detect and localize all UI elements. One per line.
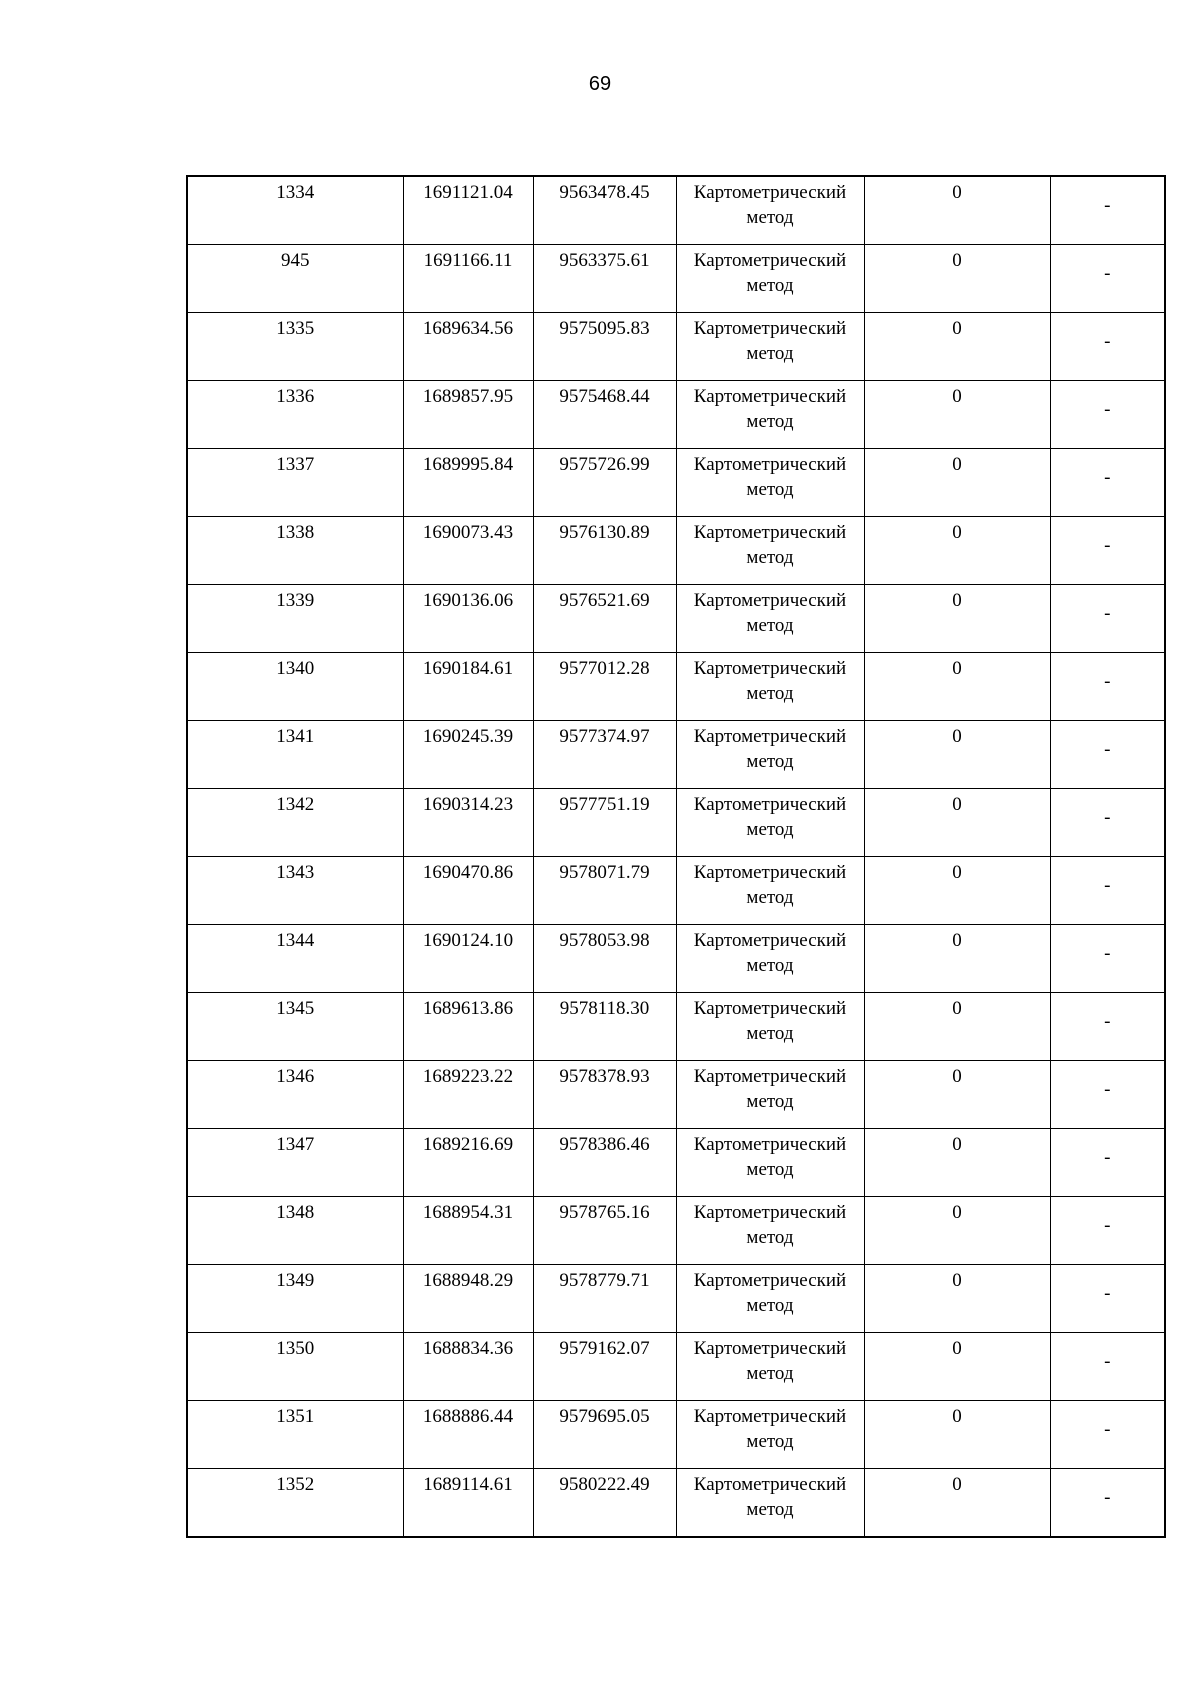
accuracy-value: 0 xyxy=(952,1406,962,1427)
table-row xyxy=(187,1265,1165,1333)
point-number: 1348 xyxy=(276,1202,315,1223)
y-coordinate: 9575095.83 xyxy=(559,318,650,339)
point-number-cell xyxy=(187,925,403,993)
note-cell xyxy=(1050,449,1165,517)
accuracy-cell xyxy=(864,1197,1050,1265)
x-coordinate: 1689995.84 xyxy=(422,454,514,475)
accuracy-value: 0 xyxy=(952,250,962,271)
point-number: 1343 xyxy=(276,862,315,883)
accuracy-value: 0 xyxy=(952,590,962,611)
y-coordinate-cell xyxy=(533,176,676,245)
y-coordinate: 9577751.19 xyxy=(559,794,650,815)
y-coordinate: 9578378.93 xyxy=(559,1066,650,1087)
y-coordinate-cell xyxy=(533,245,676,313)
point-number-cell xyxy=(187,1401,403,1469)
note-value: - xyxy=(1104,1283,1111,1304)
y-coordinate-cell xyxy=(533,313,676,381)
note-cell xyxy=(1050,721,1165,789)
method-cell xyxy=(676,517,864,585)
note-value: - xyxy=(1104,943,1111,964)
x-coordinate: 1689613.86 xyxy=(422,998,514,1019)
point-number-cell xyxy=(187,381,403,449)
determination-method: Картометрический метод xyxy=(693,454,847,500)
point-number-cell xyxy=(187,857,403,925)
x-coordinate: 1688886.44 xyxy=(422,1406,514,1427)
y-coordinate: 9577374.97 xyxy=(559,726,650,747)
note-value: - xyxy=(1104,1419,1111,1440)
x-coordinate: 1690073.43 xyxy=(422,522,514,543)
note-cell xyxy=(1050,381,1165,449)
y-coordinate-cell xyxy=(533,585,676,653)
accuracy-cell xyxy=(864,1265,1050,1333)
accuracy-value: 0 xyxy=(952,794,962,815)
table-row xyxy=(187,857,1165,925)
method-cell xyxy=(676,1265,864,1333)
y-coordinate: 9575468.44 xyxy=(559,386,650,407)
point-number: 1339 xyxy=(276,590,315,611)
y-coordinate: 9578765.16 xyxy=(559,1202,650,1223)
y-coordinate: 9578386.46 xyxy=(559,1134,650,1155)
determination-method: Картометрический метод xyxy=(693,794,847,840)
determination-method: Картометрический метод xyxy=(693,862,847,908)
x-coordinate-cell xyxy=(403,1333,533,1401)
point-number-cell xyxy=(187,1469,403,1538)
point-number: 1334 xyxy=(276,182,315,203)
method-cell xyxy=(676,585,864,653)
method-cell xyxy=(676,1061,864,1129)
accuracy-value: 0 xyxy=(952,930,962,951)
y-coordinate-cell xyxy=(533,1061,676,1129)
method-cell xyxy=(676,1469,864,1538)
method-cell xyxy=(676,653,864,721)
y-coordinate: 9563375.61 xyxy=(559,250,650,271)
x-coordinate: 1688834.36 xyxy=(422,1338,514,1359)
accuracy-cell xyxy=(864,176,1050,245)
determination-method: Картометрический метод xyxy=(693,998,847,1044)
table-row xyxy=(187,1129,1165,1197)
y-coordinate: 9563478.45 xyxy=(559,182,650,203)
x-coordinate: 1689857.95 xyxy=(422,386,514,407)
point-number: 945 xyxy=(281,250,310,271)
point-number-cell xyxy=(187,1197,403,1265)
table-row xyxy=(187,585,1165,653)
point-number: 1338 xyxy=(276,522,315,543)
accuracy-cell xyxy=(864,381,1050,449)
point-number-cell xyxy=(187,585,403,653)
note-cell xyxy=(1050,789,1165,857)
table-row xyxy=(187,1061,1165,1129)
accuracy-value: 0 xyxy=(952,998,962,1019)
x-coordinate-cell xyxy=(403,1061,533,1129)
accuracy-value: 0 xyxy=(952,1202,962,1223)
x-coordinate-cell xyxy=(403,1265,533,1333)
point-number: 1336 xyxy=(276,386,315,407)
note-value: - xyxy=(1104,331,1111,352)
y-coordinate: 9579162.07 xyxy=(559,1338,650,1359)
determination-method: Картометрический метод xyxy=(693,1202,847,1248)
table-row xyxy=(187,721,1165,789)
x-coordinate: 1690314.23 xyxy=(422,794,514,815)
determination-method: Картометрический метод xyxy=(693,250,847,296)
method-cell xyxy=(676,721,864,789)
x-coordinate-cell xyxy=(403,381,533,449)
accuracy-value: 0 xyxy=(952,318,962,339)
point-number-cell xyxy=(187,1061,403,1129)
note-value: - xyxy=(1104,807,1111,828)
page-number: 69 xyxy=(588,73,612,95)
note-cell xyxy=(1050,517,1165,585)
accuracy-cell xyxy=(864,993,1050,1061)
coordinates-table xyxy=(186,175,1166,1538)
note-value: - xyxy=(1104,671,1111,692)
x-coordinate-cell xyxy=(403,176,533,245)
determination-method: Картометрический метод xyxy=(693,726,847,772)
note-cell xyxy=(1050,653,1165,721)
method-cell xyxy=(676,245,864,313)
x-coordinate-cell xyxy=(403,1197,533,1265)
y-coordinate: 9575726.99 xyxy=(559,454,650,475)
y-coordinate-cell xyxy=(533,857,676,925)
accuracy-value: 0 xyxy=(952,1474,962,1495)
y-coordinate: 9578779.71 xyxy=(559,1270,650,1291)
accuracy-value: 0 xyxy=(952,1066,962,1087)
point-number-cell xyxy=(187,245,403,313)
method-cell xyxy=(676,449,864,517)
table-row xyxy=(187,1197,1165,1265)
point-number-cell xyxy=(187,653,403,721)
y-coordinate-cell xyxy=(533,925,676,993)
y-coordinate-cell xyxy=(533,721,676,789)
note-value: - xyxy=(1104,1487,1111,1508)
table-row xyxy=(187,176,1165,245)
x-coordinate: 1690136.06 xyxy=(422,590,514,611)
point-number-cell xyxy=(187,721,403,789)
x-coordinate-cell xyxy=(403,857,533,925)
note-cell xyxy=(1050,585,1165,653)
note-cell xyxy=(1050,1197,1165,1265)
x-coordinate: 1688948.29 xyxy=(422,1270,514,1291)
table-row xyxy=(187,517,1165,585)
point-number: 1335 xyxy=(276,318,315,339)
x-coordinate: 1691121.04 xyxy=(423,182,513,203)
table-row xyxy=(187,449,1165,517)
note-value: - xyxy=(1104,535,1111,556)
y-coordinate: 9580222.49 xyxy=(559,1474,650,1495)
y-coordinate: 9578053.98 xyxy=(559,930,650,951)
accuracy-cell xyxy=(864,1333,1050,1401)
determination-method: Картометрический метод xyxy=(693,1338,847,1384)
point-number-cell xyxy=(187,789,403,857)
y-coordinate: 9577012.28 xyxy=(559,658,650,679)
x-coordinate: 1690124.10 xyxy=(422,930,514,951)
point-number-cell xyxy=(187,1129,403,1197)
y-coordinate-cell xyxy=(533,517,676,585)
x-coordinate: 1689223.22 xyxy=(422,1066,514,1087)
determination-method: Картометрический метод xyxy=(693,522,847,568)
x-coordinate-cell xyxy=(403,449,533,517)
determination-method: Картометрический метод xyxy=(693,590,847,636)
point-number: 1347 xyxy=(276,1134,315,1155)
table-row xyxy=(187,1401,1165,1469)
accuracy-cell xyxy=(864,313,1050,381)
method-cell xyxy=(676,1129,864,1197)
point-number: 1340 xyxy=(276,658,315,679)
note-cell xyxy=(1050,1333,1165,1401)
accuracy-cell xyxy=(864,245,1050,313)
point-number-cell xyxy=(187,993,403,1061)
x-coordinate: 1689634.56 xyxy=(422,318,514,339)
x-coordinate-cell xyxy=(403,1469,533,1538)
point-number: 1349 xyxy=(276,1270,315,1291)
determination-method: Картометрический метод xyxy=(693,1134,847,1180)
y-coordinate-cell xyxy=(533,1333,676,1401)
table-row xyxy=(187,925,1165,993)
method-cell xyxy=(676,925,864,993)
point-number-cell xyxy=(187,1333,403,1401)
determination-method: Картометрический метод xyxy=(693,1066,847,1112)
y-coordinate-cell xyxy=(533,1265,676,1333)
table-row xyxy=(187,789,1165,857)
method-cell xyxy=(676,1197,864,1265)
table-row xyxy=(187,1333,1165,1401)
note-cell xyxy=(1050,1469,1165,1538)
note-cell xyxy=(1050,245,1165,313)
point-number: 1344 xyxy=(276,930,315,951)
accuracy-value: 0 xyxy=(952,658,962,679)
accuracy-value: 0 xyxy=(952,1134,962,1155)
point-number-cell xyxy=(187,1265,403,1333)
y-coordinate: 9576130.89 xyxy=(559,522,650,543)
y-coordinate: 9576521.69 xyxy=(559,590,650,611)
accuracy-cell xyxy=(864,925,1050,993)
x-coordinate-cell xyxy=(403,1401,533,1469)
x-coordinate-cell xyxy=(403,245,533,313)
x-coordinate: 1690184.61 xyxy=(422,658,514,679)
point-number: 1345 xyxy=(276,998,315,1019)
note-cell xyxy=(1050,1401,1165,1469)
determination-method: Картометрический метод xyxy=(693,1474,847,1520)
method-cell xyxy=(676,1401,864,1469)
accuracy-value: 0 xyxy=(952,386,962,407)
y-coordinate: 9578118.30 xyxy=(559,998,650,1019)
accuracy-cell xyxy=(864,1469,1050,1538)
point-number: 1350 xyxy=(276,1338,315,1359)
point-number: 1341 xyxy=(276,726,315,747)
x-coordinate-cell xyxy=(403,789,533,857)
x-coordinate-cell xyxy=(403,585,533,653)
note-cell xyxy=(1050,1061,1165,1129)
table-row xyxy=(187,1469,1165,1538)
x-coordinate-cell xyxy=(403,1129,533,1197)
accuracy-cell xyxy=(864,1129,1050,1197)
y-coordinate-cell xyxy=(533,653,676,721)
note-cell xyxy=(1050,925,1165,993)
accuracy-cell xyxy=(864,517,1050,585)
method-cell xyxy=(676,993,864,1061)
note-value: - xyxy=(1104,1215,1111,1236)
accuracy-cell xyxy=(864,1061,1050,1129)
y-coordinate: 9578071.79 xyxy=(559,862,650,883)
determination-method: Картометрический метод xyxy=(693,1406,847,1452)
determination-method: Картометрический метод xyxy=(693,930,847,976)
note-cell xyxy=(1050,857,1165,925)
method-cell xyxy=(676,1333,864,1401)
determination-method: Картометрический метод xyxy=(693,386,847,432)
x-coordinate: 1690470.86 xyxy=(422,862,514,883)
method-cell xyxy=(676,857,864,925)
x-coordinate-cell xyxy=(403,517,533,585)
method-cell xyxy=(676,176,864,245)
x-coordinate-cell xyxy=(403,313,533,381)
method-cell xyxy=(676,381,864,449)
y-coordinate-cell xyxy=(533,789,676,857)
y-coordinate: 9579695.05 xyxy=(559,1406,650,1427)
accuracy-cell xyxy=(864,1401,1050,1469)
point-number-cell xyxy=(187,517,403,585)
accuracy-value: 0 xyxy=(952,454,962,475)
accuracy-value: 0 xyxy=(952,1338,962,1359)
note-value: - xyxy=(1104,399,1111,420)
table-row xyxy=(187,245,1165,313)
accuracy-value: 0 xyxy=(952,522,962,543)
method-cell xyxy=(676,789,864,857)
note-value: - xyxy=(1104,739,1111,760)
note-cell xyxy=(1050,313,1165,381)
method-cell xyxy=(676,313,864,381)
x-coordinate: 1689216.69 xyxy=(422,1134,514,1155)
point-number: 1342 xyxy=(276,794,315,815)
table-row xyxy=(187,653,1165,721)
y-coordinate-cell xyxy=(533,1469,676,1538)
note-value: - xyxy=(1104,1147,1111,1168)
note-value: - xyxy=(1104,1079,1111,1100)
note-value: - xyxy=(1104,1351,1111,1372)
y-coordinate-cell xyxy=(533,1197,676,1265)
note-value: - xyxy=(1104,1011,1111,1032)
table-row xyxy=(187,993,1165,1061)
note-value: - xyxy=(1104,603,1111,624)
point-number-cell xyxy=(187,176,403,245)
accuracy-value: 0 xyxy=(952,1270,962,1291)
determination-method: Картометрический метод xyxy=(693,318,847,364)
determination-method: Картометрический метод xyxy=(693,1270,847,1316)
y-coordinate-cell xyxy=(533,1401,676,1469)
determination-method: Картометрический метод xyxy=(693,182,847,228)
y-coordinate-cell xyxy=(533,993,676,1061)
note-value: - xyxy=(1104,195,1111,216)
accuracy-cell xyxy=(864,857,1050,925)
determination-method: Картометрический метод xyxy=(693,658,847,704)
y-coordinate-cell xyxy=(533,449,676,517)
coordinates-table-body xyxy=(187,176,1165,1537)
note-cell xyxy=(1050,176,1165,245)
y-coordinate-cell xyxy=(533,381,676,449)
accuracy-cell xyxy=(864,585,1050,653)
x-coordinate-cell xyxy=(403,925,533,993)
table-row xyxy=(187,381,1165,449)
x-coordinate-cell xyxy=(403,721,533,789)
table-row xyxy=(187,313,1165,381)
point-number: 1352 xyxy=(276,1474,315,1495)
point-number-cell xyxy=(187,313,403,381)
x-coordinate: 1690245.39 xyxy=(422,726,514,747)
accuracy-cell xyxy=(864,789,1050,857)
note-value: - xyxy=(1104,263,1111,284)
accuracy-value: 0 xyxy=(952,862,962,883)
accuracy-value: 0 xyxy=(952,182,962,203)
accuracy-value: 0 xyxy=(952,726,962,747)
point-number: 1337 xyxy=(276,454,315,475)
note-cell xyxy=(1050,993,1165,1061)
note-value: - xyxy=(1104,875,1111,896)
y-coordinate-cell xyxy=(533,1129,676,1197)
x-coordinate-cell xyxy=(403,993,533,1061)
note-cell xyxy=(1050,1265,1165,1333)
point-number: 1346 xyxy=(276,1066,315,1087)
note-cell xyxy=(1050,1129,1165,1197)
point-number-cell xyxy=(187,449,403,517)
note-value: - xyxy=(1104,467,1111,488)
x-coordinate: 1691166.11 xyxy=(423,250,513,271)
accuracy-cell xyxy=(864,721,1050,789)
x-coordinate: 1689114.61 xyxy=(423,1474,513,1495)
accuracy-cell xyxy=(864,653,1050,721)
point-number: 1351 xyxy=(276,1406,315,1427)
x-coordinate: 1688954.31 xyxy=(422,1202,514,1223)
x-coordinate-cell xyxy=(403,653,533,721)
accuracy-cell xyxy=(864,449,1050,517)
